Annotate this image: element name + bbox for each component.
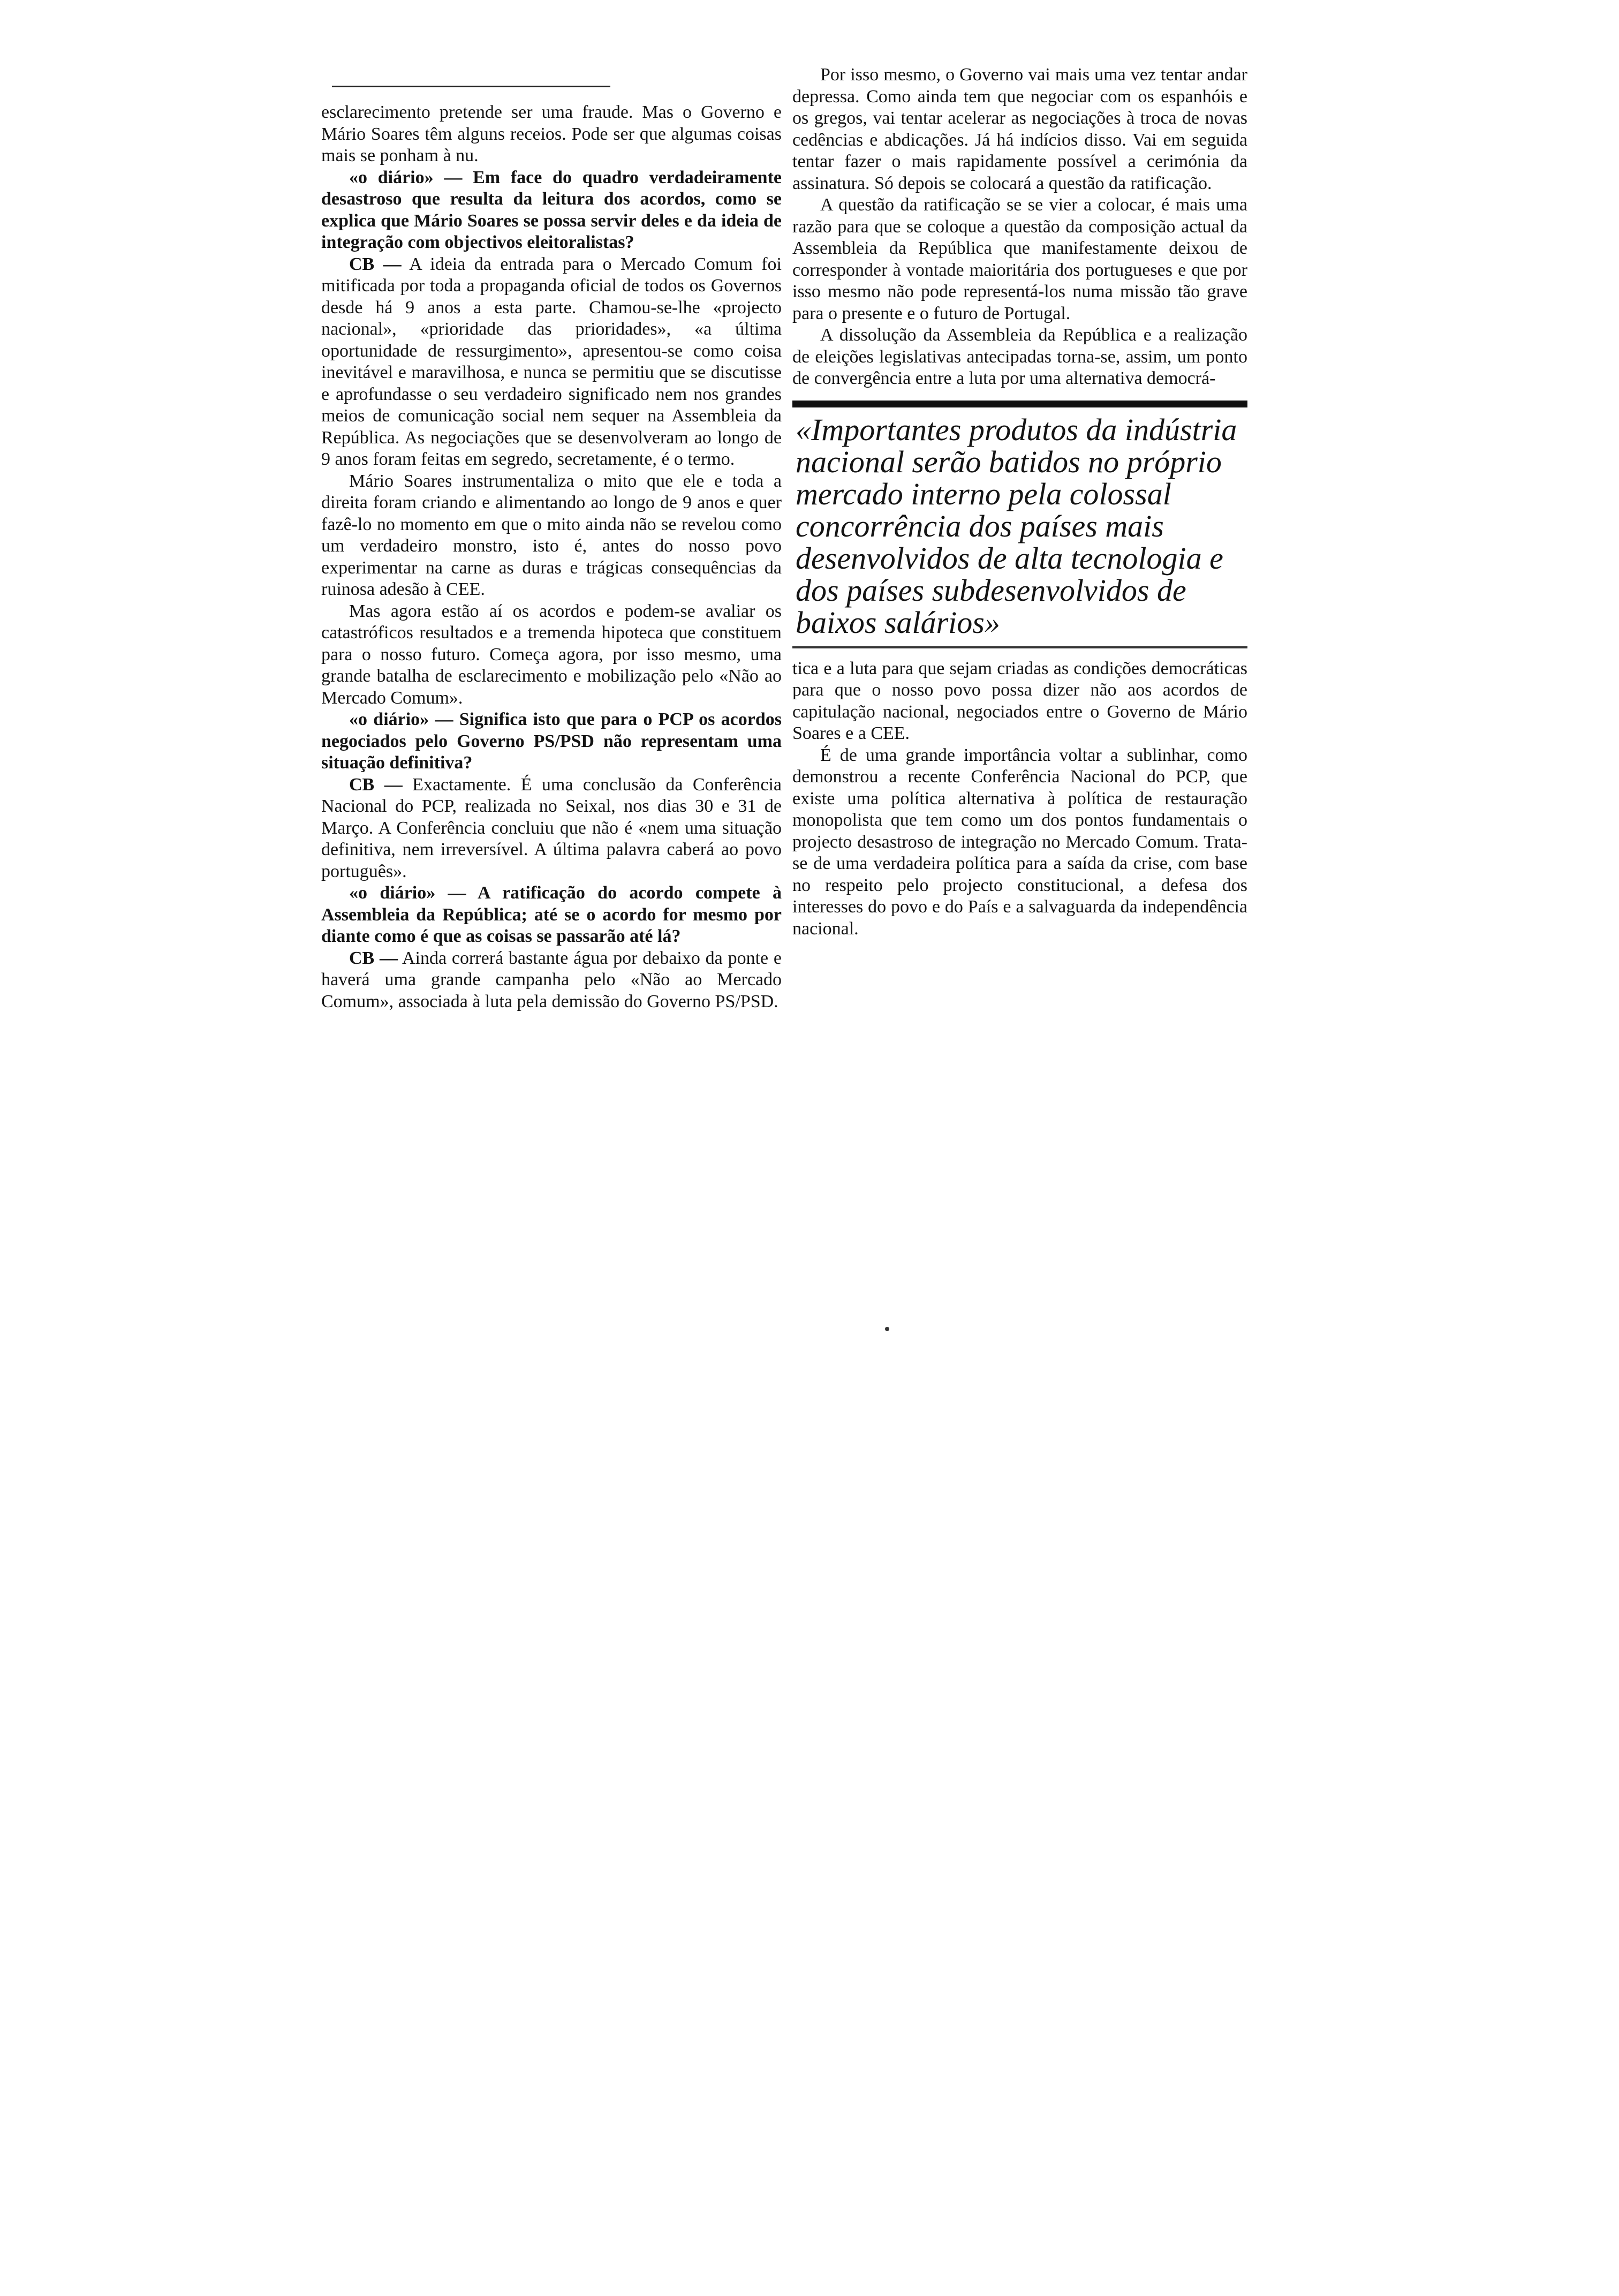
- speaker-label: CB —: [349, 948, 398, 968]
- speaker-label: «o diário» —: [349, 883, 466, 903]
- speaker-label: CB —: [349, 774, 403, 795]
- interview-question: «o diário» — A ratificação do acordo compete à Assembleia da República; até se o acordo for mesmo por diante como é que as coisas se passarão até lá?: [321, 883, 782, 946]
- paragraph: esclarecimento pretende ser uma fraude. Mas o Governo e Mário Soares têm alguns receios. Pode ser que algumas coisas mais se ponham à nu.: [321, 102, 782, 165]
- left-column: [321, 102, 782, 1013]
- pull-quote-bottom-rule: [792, 646, 1247, 648]
- paragraph: A dissolução da Assembleia da República e a realização de eleições legislativas antecipadas torna-se, assim, um ponto de convergência entre a luta por uma alternativa democrá-: [792, 325, 1247, 388]
- stray-mark: [885, 1327, 889, 1331]
- interview-answer: CB — Ainda correrá bastante água por debaixo da ponte e haverá uma grande campanha pelo «Não ao Mercado Comum», associada à luta pela demissão do Governo PS/PSD.: [321, 948, 782, 1011]
- speaker-label: «o diário» —: [349, 167, 463, 187]
- newspaper-clipping: [300, 64, 1264, 1339]
- paragraph: Mas agora estão aí os acordos e podem-se avaliar os catastróficos resultados e a tremenda hipoteca que constituem para o nosso futuro. Começa agora, por isso mesmo, uma grande batalha de esclarecimento e mobilização pelo «Não ao Mercado Comum».: [321, 601, 782, 708]
- interview-question: «o diário» — Significa isto que para o PCP os acordos negociados pelo Governo PS/PSD não representam uma situação definitiva?: [321, 709, 782, 773]
- paragraph: Por isso mesmo, o Governo vai mais uma vez tentar andar depressa. Como ainda tem que negociar com os espanhóis e os gregos, vai tentar acelerar as negociações à troca de novas cedências e abdicações. Já há indícios disso. Vai em seguida tentar fazer o mais rapidamente possível a cerimónia da assinatura. Só depois se colocará a questão da ratificação.: [792, 65, 1247, 193]
- paragraph: A questão da ratificação se se vier a colocar, é mais uma razão para que se coloque a questão da composição actual da Assembleia da República que manifestamente deixou de corresponder à vontade maioritária dos portugueses e que por isso mesmo não pode representá-los numa missão tão grave para o presente e o futuro de Portugal.: [792, 195, 1247, 323]
- right-column: [792, 64, 1247, 940]
- top-rule: [332, 86, 610, 87]
- interview-answer: CB — Exactamente. É uma conclusão da Conferência Nacional do PCP, realizada no Seixal, nos dias 30 e 31 de Março. A Conferência concluiu que não é «nem uma situação definitiva, nem irreversível. A última palavra caberá ao povo português».: [321, 774, 782, 881]
- paragraph: tica e a luta para que sejam criadas as condições democráticas para que o nosso povo possa dizer não aos acordos de capitulação nacional, negociados entre o Governo de Mário Soares e a CEE.: [792, 658, 1247, 743]
- paragraph: É de uma grande importância voltar a sublinhar, como demonstrou a recente Conferência Nacional do PCP, que existe uma política alternativa à política de restauração monopolista que tem como um dos pontos fundamentais o projecto desastroso de integração no Mercado Comum. Trata-se de uma verdadeira política para a saída da crise, com base no respeito pelo projecto constitucional, a defesa dos interesses do povo e do País e a salvaguarda da independência nacional.: [792, 745, 1247, 939]
- pull-quote-top-rule: [792, 401, 1247, 407]
- paragraph: Mário Soares instrumentaliza o mito que ele e toda a direita foram criando e alimentando ao longo de 9 anos e quer fazê-lo no momento em que o mito ainda não se revelou como um verdadeiro monstro, isto é, antes do nosso povo experimentar na carne as duras e trágicas consequências da ruinosa adesão à CEE.: [321, 471, 782, 599]
- speaker-label: «o diário» —: [349, 709, 453, 729]
- interview-answer: CB — A ideia da entrada para o Mercado Comum foi mitificada por toda a propaganda oficial de todos os Governos desde há 9 anos a esta parte. Chamou-se-lhe «projecto nacional», «prioridade das prioridades», «a última oportunidade de ressurgimento», apresentou-se como coisa inevitável e maravilhosa, e nunca se permitiu que se discutisse e aprofundasse o seu verdadeiro significado nem nos grandes meios de comunicação social nem sequer na Assembleia da República. As negociações que se desenvolveram ao longo de 9 anos foram feitas em segredo, secretamente, é o termo.: [321, 254, 782, 469]
- pull-quote: «Importantes produtos da indústria nacional serão batidos no próprio mercado interno pela colossal concorrência dos países mais desenvolvidos de alta tecnologia e dos países subdesenvolvidos de baixos salários»: [796, 412, 1237, 640]
- speaker-label: CB —: [349, 254, 402, 274]
- interview-question: «o diário» — Em face do quadro verdadeiramente desastroso que resulta da leitura dos acordos, como se explica que Mário Soares se possa servir deles e da ideia de integração com objectivos eleitoralistas?: [321, 167, 782, 252]
